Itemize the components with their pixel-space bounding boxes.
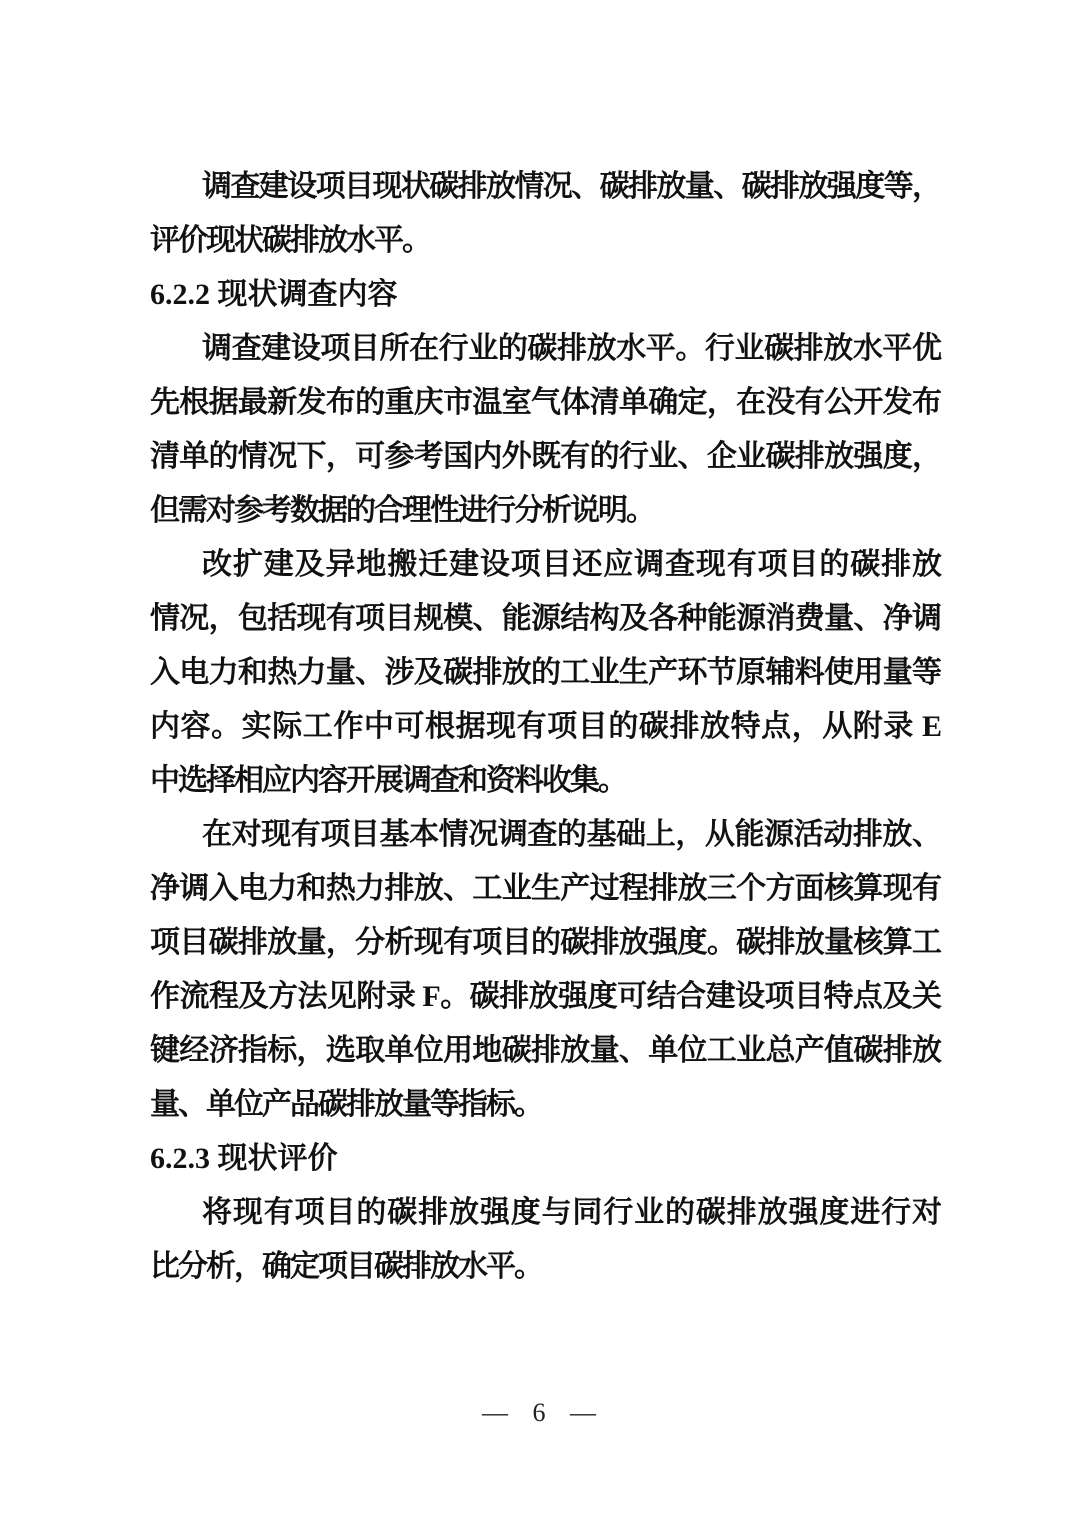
text-line: 量、单位产品碳排放量等指标。 bbox=[150, 1088, 542, 1121]
section-heading-6-2-2: 6.2.2 现状调查内容 bbox=[150, 278, 398, 311]
text-line: 将现有项目的碳排放强度与同行业的碳排放强度进行对 bbox=[202, 1196, 940, 1229]
paragraph-reconstruction-projects bbox=[150, 538, 940, 808]
text-line: 键经济指标，选取单位用地碳排放量、单位工业总产值碳排放 bbox=[150, 1034, 940, 1067]
text-line: 调查建设项目现状碳排放情况、碳排放量、碳排放强度等， bbox=[202, 170, 940, 203]
document-body bbox=[150, 160, 940, 1294]
section-heading-6-2-3: 6.2.3 现状评价 bbox=[150, 1142, 338, 1175]
paragraph-current-status-survey bbox=[150, 160, 940, 268]
text-line: 先根据最新发布的重庆市温室气体清单确定，在没有公开发布 bbox=[150, 386, 940, 419]
text-line: 作流程及方法见附录 F。碳排放强度可结合建设项目特点及关 bbox=[150, 980, 940, 1013]
text-line: 在对现有项目基本情况调查的基础上，从能源活动排放、 bbox=[202, 818, 940, 851]
text-line: 但需对参考数据的合理性进行分析说明。 bbox=[150, 494, 654, 527]
text-line: 入电力和热力量、涉及碳排放的工业生产环节原辅料使用量等 bbox=[150, 656, 940, 689]
text-line: 情况，包括现有项目规模、能源结构及各种能源消费量、净调 bbox=[150, 602, 940, 635]
text-line: 内容。实际工作中可根据现有项目的碳排放特点，从附录 E bbox=[150, 710, 940, 743]
page-number: — 6 — bbox=[482, 1398, 598, 1427]
paragraph-status-evaluation bbox=[150, 1186, 940, 1294]
text-line: 项目碳排放量，分析现有项目的碳排放强度。碳排放量核算工 bbox=[150, 926, 940, 959]
text-line: 中选择相应内容开展调查和资料收集。 bbox=[150, 764, 626, 797]
paragraph-industry-emission-level bbox=[150, 322, 940, 538]
text-line: 评价现状碳排放水平。 bbox=[150, 224, 430, 257]
text-line: 清单的情况下，可参考国内外既有的行业、企业碳排放强度， bbox=[150, 440, 940, 473]
text-line: 净调入电力和热力排放、工业生产过程排放三个方面核算现有 bbox=[150, 872, 940, 905]
text-line: 调查建设项目所在行业的碳排放水平。行业碳排放水平优 bbox=[202, 332, 940, 365]
text-line: 比分析，确定项目碳排放水平。 bbox=[150, 1250, 542, 1283]
text-line: 改扩建及异地搬迁建设项目还应调查现有项目的碳排放 bbox=[202, 548, 940, 581]
paragraph-emission-accounting bbox=[150, 808, 940, 1132]
